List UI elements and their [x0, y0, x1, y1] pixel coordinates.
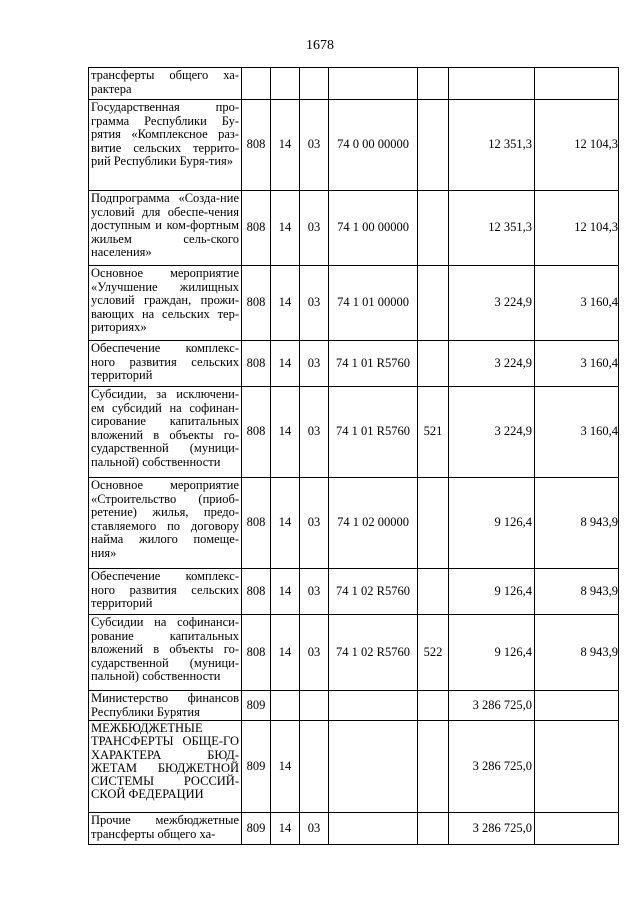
cell-pr: 03	[300, 387, 329, 478]
table-row	[89, 191, 619, 266]
cell-amount-2: 3 160,4	[535, 387, 619, 478]
cell-gr: 808	[242, 615, 271, 691]
cell-rz: 14	[271, 387, 300, 478]
table-row	[89, 100, 619, 191]
cell-gr: 808	[242, 191, 271, 266]
row-name: Подпрограмма «Созда-ние условий для обеспе-чения доступным и ком-фортным жильем сель-ского населения»	[89, 191, 242, 266]
budget-table	[88, 67, 619, 845]
cell-amount-2: 8 943,9	[535, 615, 619, 691]
cell-gr: 808	[242, 478, 271, 569]
cell-vr	[418, 68, 449, 100]
cell-csr: 74 1 02 R5760	[329, 569, 418, 615]
cell-amount-2: 3 160,4	[535, 341, 619, 387]
cell-csr	[329, 691, 418, 721]
cell-rz: 14	[271, 100, 300, 191]
cell-csr	[329, 813, 418, 845]
cell-csr: 74 1 01 R5760	[329, 341, 418, 387]
cell-amount-2: 12 104,3	[535, 191, 619, 266]
cell-amount-1: 9 126,4	[449, 569, 535, 615]
cell-vr	[418, 569, 449, 615]
cell-pr	[300, 68, 329, 100]
cell-gr: 808	[242, 569, 271, 615]
cell-csr: 74 1 02 00000	[329, 478, 418, 569]
cell-amount-1: 3 224,9	[449, 341, 535, 387]
cell-amount-1: 3 286 725,0	[449, 691, 535, 721]
cell-pr	[300, 691, 329, 721]
cell-rz: 14	[271, 478, 300, 569]
cell-gr: 809	[242, 721, 271, 813]
cell-gr: 809	[242, 691, 271, 721]
row-name: Субсидии, за исключени-ем субсидий на софинан-сирование капитальных вложений в объекты го-сударственной (муници-пальной) собственности	[89, 387, 242, 478]
cell-amount-2: 12 104,3	[535, 100, 619, 191]
cell-pr: 03	[300, 341, 329, 387]
cell-gr: 808	[242, 387, 271, 478]
cell-gr: 809	[242, 813, 271, 845]
cell-amount-1: 3 224,9	[449, 387, 535, 478]
cell-csr	[329, 721, 418, 813]
cell-pr: 03	[300, 100, 329, 191]
cell-rz: 14	[271, 615, 300, 691]
table-row	[89, 341, 619, 387]
row-name: Прочие межбюджетные трансферты общего ха-	[89, 813, 242, 845]
cell-amount-2	[535, 813, 619, 845]
cell-vr: 522	[418, 615, 449, 691]
row-name: Субсидии на софинанси-рование капитальных вложений в объекты го-сударственной (муници-пальной) собственности	[89, 615, 242, 691]
cell-csr: 74 1 01 R5760	[329, 387, 418, 478]
table-row	[89, 813, 619, 845]
cell-amount-2: 3 160,4	[535, 266, 619, 341]
cell-vr	[418, 813, 449, 845]
cell-amount-2: 8 943,9	[535, 569, 619, 615]
cell-pr: 03	[300, 478, 329, 569]
table-row	[89, 68, 619, 100]
cell-gr	[242, 68, 271, 100]
row-name: Обеспечение комплекс-ного развития сельских территорий	[89, 341, 242, 387]
row-name: МЕЖБЮДЖЕТНЫЕ ТРАНСФЕРТЫ ОБЩЕ-ГО ХАРАКТЕРА БЮД-ЖЕТАМ БЮДЖЕТНОЙ СИСТЕМЫ РОССИЙ-СКОЙ ФЕДЕРАЦИИ	[89, 721, 242, 813]
cell-amount-1: 12 351,3	[449, 100, 535, 191]
table-row	[89, 721, 619, 813]
cell-amount-2	[535, 721, 619, 813]
cell-amount-2	[535, 68, 619, 100]
cell-amount-1: 12 351,3	[449, 191, 535, 266]
cell-pr: 03	[300, 813, 329, 845]
table-row	[89, 569, 619, 615]
table-row	[89, 615, 619, 691]
cell-pr: 03	[300, 569, 329, 615]
cell-rz: 14	[271, 569, 300, 615]
row-name: трансферты общего ха-рактера	[89, 68, 242, 100]
cell-rz: 14	[271, 341, 300, 387]
cell-amount-1: 3 286 725,0	[449, 813, 535, 845]
cell-csr: 74 1 01 00000	[329, 266, 418, 341]
table-row	[89, 266, 619, 341]
row-name: Обеспечение комплекс-ного развития сельских территорий	[89, 569, 242, 615]
cell-csr: 74 1 02 R5760	[329, 615, 418, 691]
cell-vr	[418, 721, 449, 813]
cell-amount-1: 3 286 725,0	[449, 721, 535, 813]
row-name: Основное мероприятие «Улучшение жилищных условий граждан, прожи-вающих на сельских тер-риториях»	[89, 266, 242, 341]
cell-vr	[418, 266, 449, 341]
cell-gr: 808	[242, 266, 271, 341]
table-row	[89, 387, 619, 478]
cell-csr	[329, 68, 418, 100]
cell-rz: 14	[271, 266, 300, 341]
cell-rz: 14	[271, 813, 300, 845]
cell-amount-1: 9 126,4	[449, 615, 535, 691]
cell-vr	[418, 100, 449, 191]
table-row	[89, 478, 619, 569]
cell-vr	[418, 691, 449, 721]
row-name: Государственная про-грамма Республики Бу-рятия «Комплексное раз-витие сельских террито-рий Республики Буря-тия»	[89, 100, 242, 191]
cell-rz: 14	[271, 721, 300, 813]
cell-csr: 74 1 00 00000	[329, 191, 418, 266]
row-name: Министерство финансов Республики Бурятия	[89, 691, 242, 721]
cell-csr: 74 0 00 00000	[329, 100, 418, 191]
cell-rz	[271, 68, 300, 100]
cell-vr	[418, 478, 449, 569]
cell-amount-1	[449, 68, 535, 100]
cell-gr: 808	[242, 100, 271, 191]
cell-vr	[418, 341, 449, 387]
cell-amount-1: 3 224,9	[449, 266, 535, 341]
cell-gr: 808	[242, 341, 271, 387]
cell-vr: 521	[418, 387, 449, 478]
cell-rz	[271, 691, 300, 721]
cell-amount-1: 9 126,4	[449, 478, 535, 569]
row-name: Основное мероприятие «Строительство (приоб-ретение) жилья, предо-ставляемого по договору найма жилого помеще-ния»	[89, 478, 242, 569]
cell-amount-2: 8 943,9	[535, 478, 619, 569]
cell-pr: 03	[300, 615, 329, 691]
cell-rz: 14	[271, 191, 300, 266]
cell-pr: 03	[300, 191, 329, 266]
cell-vr	[418, 191, 449, 266]
page-number: 1678	[306, 38, 334, 53]
cell-amount-2	[535, 691, 619, 721]
cell-pr: 03	[300, 266, 329, 341]
cell-pr	[300, 721, 329, 813]
table-row	[89, 691, 619, 721]
